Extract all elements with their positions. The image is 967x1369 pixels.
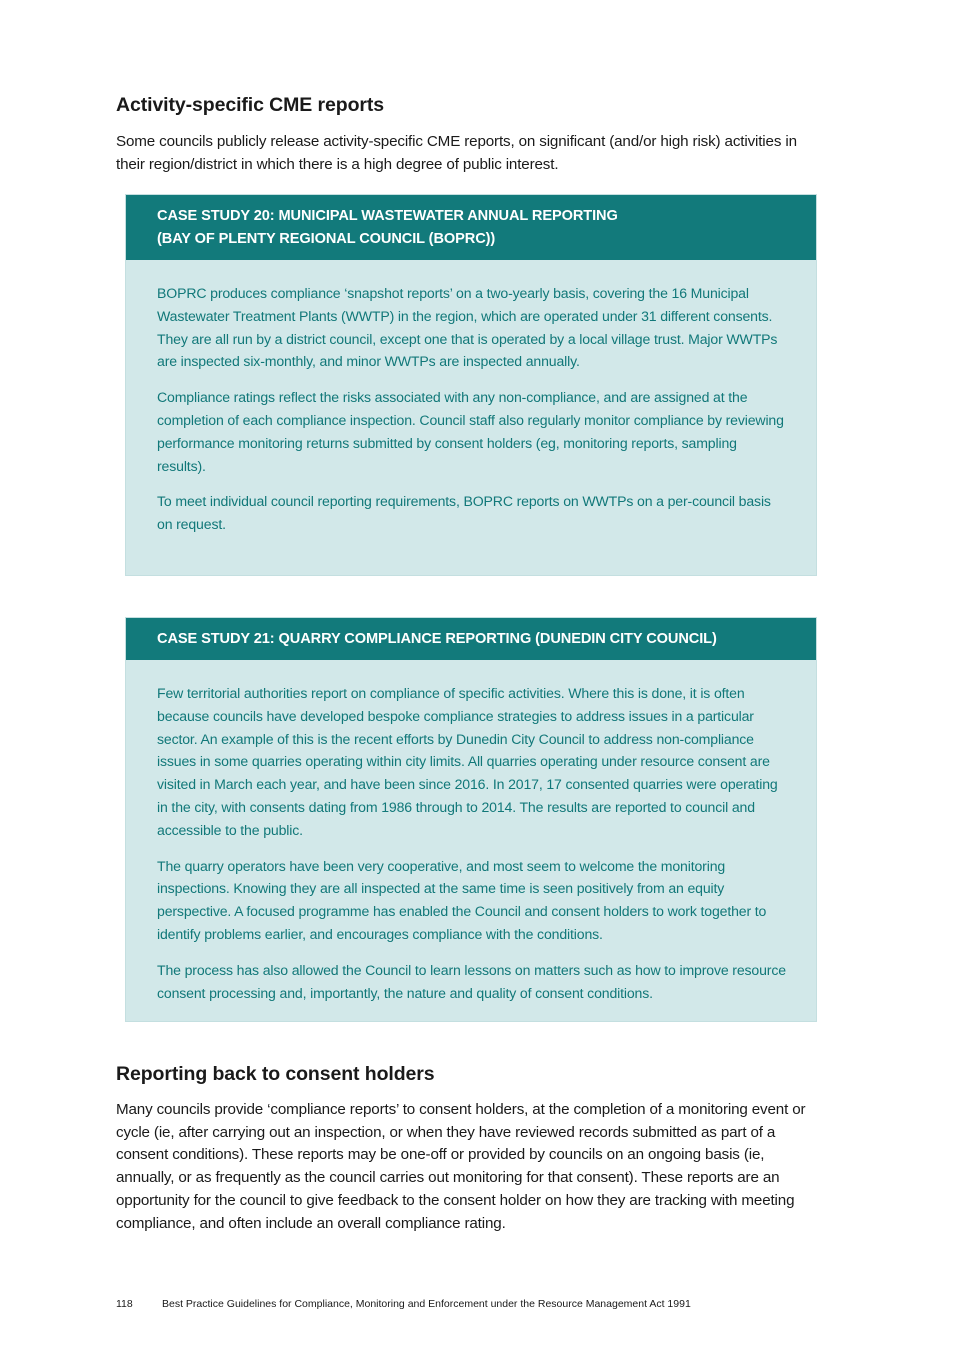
page-footer — [116, 1298, 691, 1310]
case-study-21-title: CASE STUDY 21: QUARRY COMPLIANCE REPORTING (DUNEDIN CITY COUNCIL) — [157, 631, 717, 647]
case-study-20-paragraph: Compliance ratings reflect the risks associated with any non-compliance, and are assigned at the completion of each compliance inspection. Council staff also regularly monitor compliance by reviewing performance monitoring returns submitted by consent holders (eg, monitoring reports, sampling results). — [157, 389, 784, 474]
case-study-20-box — [125, 194, 817, 576]
case-study-21-header — [126, 618, 816, 660]
case-study-21-paragraph: Few territorial authorities report on compliance of specific activities. Where this is done, it is often because councils have developed bespoke compliance strategies to address issues in a particular sector. An example of this is the recent efforts by Dunedin City Council to address non-compliance issues in some quarries operating within city limits. All quarries operating under resource consent are visited in March each year, and have been since 2016. In 2017, 17 consented quarries were operating in the city, with consents dating from 1986 through to 2014. The results are reported to council and accessible to the public. — [157, 685, 778, 838]
case-study-21-paragraph: The process has also allowed the Council to learn lessons on matters such as how to improve resource consent processing and, importantly, the nature and quality of consent conditions. — [157, 961, 786, 1001]
reporting-back-paragraph: Many councils provide ‘compliance reports’ to consent holders, at the completion of a monitoring event or cycle (ie, after carrying out an inspection, or when they have reviewed records submitted as part of a consent conditions). These reports may be one-off or provided by councils on an ongoing basis (ie, annually, or as frequently as the council carries out monitoring for that consent). These reports are an opportunity for the council to give feedback to the consent holder on how they are tracking with meeting compliance, and often include an overall compliance rating. — [116, 1101, 806, 1232]
section-heading-reporting-back: Reporting back to consent holders — [116, 1063, 435, 1085]
section-intro-paragraph: Some councils publicly release activity-specific CME reports, on significant (and/or high risk) activities in their region/district in which there is a high degree of public interest. — [116, 133, 797, 173]
case-study-20-header — [126, 195, 816, 260]
page-number: 118 — [116, 1298, 133, 1310]
case-study-21-box — [125, 617, 817, 1022]
case-study-21-body — [126, 660, 816, 1004]
section-heading-activity-specific-reports: Activity-specific CME reports — [116, 94, 385, 116]
case-study-20-paragraph: BOPRC produces compliance ‘snapshot reports’ on a two-yearly basis, covering the 16 Municipal Wastewater Treatment Plants (WWTP) in the region, which are operated under 31 different consents. They are all run by a district council, except one that is operated by a local village trust. Major WWTPs are inspected six-monthly, and minor WWTPs are inspected annually. — [157, 285, 778, 370]
case-study-20-title-line1: CASE STUDY 20: MUNICIPAL WASTEWATER ANNUAL REPORTING — [157, 208, 618, 224]
case-study-20-paragraph: To meet individual council reporting requirements, BOPRC reports on WWTPs on a per-council basis on request. — [157, 493, 771, 533]
case-study-20-body — [126, 260, 816, 536]
case-study-20-title-line2: (BAY OF PLENTY REGIONAL COUNCIL (BOPRC)) — [157, 230, 496, 247]
case-study-21-paragraph: The quarry operators have been very cooperative, and most seem to welcome the monitoring inspections. Knowing they are all inspected at the same time is seen positively from an equity perspective. A focused programme has enabled the Council and consent holders to work together to identify problems earlier, and encourages compliance with the conditions. — [157, 857, 767, 942]
footer-document-title: Best Practice Guidelines for Compliance, Monitoring and Enforcement under the Resource Management Act 1991 — [162, 1298, 691, 1310]
